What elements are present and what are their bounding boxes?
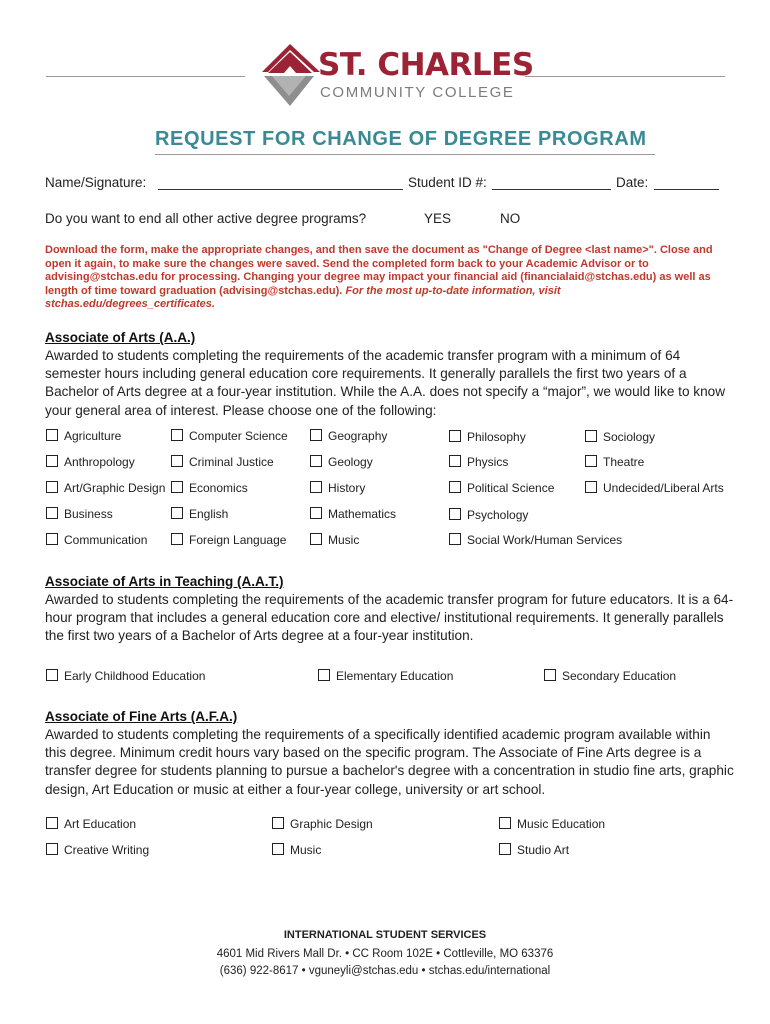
aa-option-music[interactable]: Music <box>310 533 359 547</box>
aat-option-early-childhood[interactable]: Early Childhood Education <box>46 669 205 683</box>
checkbox-icon[interactable] <box>171 507 183 519</box>
afa-option-art-education[interactable]: Art Education <box>46 817 136 831</box>
no-option[interactable]: NO <box>500 211 521 226</box>
yes-option[interactable]: YES <box>424 211 452 226</box>
checkbox-icon[interactable] <box>318 669 330 681</box>
aa-section-title: Associate of Arts (A.A.) <box>45 330 196 345</box>
checkbox-icon[interactable] <box>585 481 597 493</box>
student-id-field[interactable] <box>492 189 611 190</box>
header-rule-left <box>46 76 245 77</box>
end-programs-question: Do you want to end all other active degree programs? <box>45 211 367 226</box>
aa-option-philosophy[interactable]: Philosophy <box>449 430 526 444</box>
checkbox-icon[interactable] <box>46 481 58 493</box>
aa-option-art-graphic-design[interactable]: Art/Graphic Design <box>46 481 165 495</box>
checkbox-icon[interactable] <box>499 843 511 855</box>
name-signature-field[interactable] <box>158 189 403 190</box>
checkbox-icon[interactable] <box>310 429 322 441</box>
checkbox-icon[interactable] <box>46 507 58 519</box>
checkbox-icon[interactable] <box>499 817 511 829</box>
student-id-label: Student ID #: <box>408 175 487 190</box>
checkbox-icon[interactable] <box>585 430 597 442</box>
aa-option-undecided-liberal-arts[interactable]: Undecided/Liberal Arts <box>585 481 724 495</box>
aa-option-economics[interactable]: Economics <box>171 481 248 495</box>
checkbox-icon[interactable] <box>310 507 322 519</box>
instructions-notice <box>45 244 730 312</box>
aa-option-english[interactable]: English <box>171 507 228 521</box>
afa-option-studio-art[interactable]: Studio Art <box>499 843 569 857</box>
aa-option-geology[interactable]: Geology <box>310 455 373 469</box>
aa-option-psychology[interactable]: Psychology <box>449 508 528 522</box>
college-logo <box>258 44 534 108</box>
checkbox-icon[interactable] <box>585 455 597 467</box>
aat-description: Awarded to students completing the requirements of the academic transfer program for future educators. It is a 64- hour program that includes a general education core and elective/ institutional requirements. It generally parallels the first two years of a Bachelor of Arts degree at a four-year institution. <box>45 592 734 644</box>
afa-option-creative-writing[interactable]: Creative Writing <box>46 843 149 857</box>
aa-option-computer-science[interactable]: Computer Science <box>171 429 288 443</box>
aa-option-political-science[interactable]: Political Science <box>449 481 554 495</box>
afa-option-graphic-design[interactable]: Graphic Design <box>272 817 373 831</box>
footer-address: 4601 Mid Rivers Mall Dr. • CC Room 102E • Cottleville, MO 63376 <box>216 948 554 960</box>
aa-option-sociology[interactable]: Sociology <box>585 430 655 444</box>
header-rule-right <box>525 76 725 77</box>
checkbox-icon[interactable] <box>272 843 284 855</box>
aat-option-secondary[interactable]: Secondary Education <box>544 669 676 683</box>
afa-description: Awarded to students completing the requirements of a specifically identified academic program available within this degree. Minimum credit hours vary based on the specific program. The Associate of Fine Arts degree is a transfer degree for students planning to pursue a bachelor's degree with a concentration in studio fine arts, graphic design, Art Education or music at either a four-year college, university or art school. <box>45 727 734 797</box>
aa-option-geography[interactable]: Geography <box>310 429 387 443</box>
logo-subtitle: COMMUNITY COLLEGE <box>320 84 515 101</box>
instructions-italic: For the most up-to-date information, visit stchas.edu/degrees_certificates. <box>45 284 561 311</box>
checkbox-icon[interactable] <box>544 669 556 681</box>
afa-option-music-education[interactable]: Music Education <box>499 817 605 831</box>
checkbox-icon[interactable] <box>171 429 183 441</box>
afa-section-title: Associate of Fine Arts (A.F.A.) <box>45 709 238 724</box>
checkbox-icon[interactable] <box>449 508 461 520</box>
aa-option-theatre[interactable]: Theatre <box>585 455 644 469</box>
aa-option-mathematics[interactable]: Mathematics <box>310 507 396 521</box>
checkbox-icon[interactable] <box>272 817 284 829</box>
checkbox-icon[interactable] <box>46 669 58 681</box>
checkbox-icon[interactable] <box>310 533 322 545</box>
checkbox-icon[interactable] <box>449 533 461 545</box>
footer-heading: INTERNATIONAL STUDENT SERVICES <box>283 929 487 941</box>
checkbox-icon[interactable] <box>46 455 58 467</box>
aat-section-title: Associate of Arts in Teaching (A.A.T.) <box>45 574 284 589</box>
checkbox-icon[interactable] <box>449 455 461 467</box>
checkbox-icon[interactable] <box>171 533 183 545</box>
date-field[interactable] <box>654 189 719 190</box>
checkbox-icon[interactable] <box>310 455 322 467</box>
checkbox-icon[interactable] <box>310 481 322 493</box>
aa-option-communication[interactable]: Communication <box>46 533 147 547</box>
aa-option-business[interactable]: Business <box>46 507 113 521</box>
aa-option-foreign-language[interactable]: Foreign Language <box>171 533 286 547</box>
checkbox-icon[interactable] <box>46 843 58 855</box>
checkbox-icon[interactable] <box>449 430 461 442</box>
instructions-text: Download the form, make the appropriate changes, and then save the document as "Change of Degree <last name>". Close and open it again, to make sure the changes were saved. Send the completed form back to your Academic Advisor or to advising@stchas.edu for processing. Changing your degree may impact your financial aid (financialaid@stchas.edu) as well as length of time toward graduation (advising@stchas.edu). <box>45 244 713 297</box>
aa-description: Awarded to students completing the requirements of the academic transfer program with a minimum of 64 semester hours including general education core requirements. It generally parallels the first two years of a Bachelor of Arts degree at a four-year institution. While the A.A. does not specify a “major”, we would like to know your general area of interest. Please choose one of the following: <box>45 348 726 418</box>
checkbox-icon[interactable] <box>46 533 58 545</box>
aa-option-social-work[interactable]: Social Work/Human Services <box>449 533 622 547</box>
aat-option-elementary[interactable]: Elementary Education <box>318 669 453 683</box>
logo-wordmark: ST. CHARLES <box>318 47 534 83</box>
aa-option-criminal-justice[interactable]: Criminal Justice <box>171 455 274 469</box>
logo-mark-icon <box>258 44 320 108</box>
footer-contact: (636) 922-8617 • vguneyli@stchas.edu • stchas.edu/international <box>219 965 551 977</box>
checkbox-icon[interactable] <box>171 455 183 467</box>
aa-option-agriculture[interactable]: Agriculture <box>46 429 121 443</box>
checkbox-icon[interactable] <box>46 817 58 829</box>
name-signature-label: Name/Signature: <box>45 175 147 190</box>
date-label: Date: <box>616 175 649 190</box>
checkbox-icon[interactable] <box>449 481 461 493</box>
afa-option-music[interactable]: Music <box>272 843 321 857</box>
checkbox-icon[interactable] <box>46 429 58 441</box>
aa-option-anthropology[interactable]: Anthropology <box>46 455 135 469</box>
aa-option-history[interactable]: History <box>310 481 365 495</box>
checkbox-icon[interactable] <box>171 481 183 493</box>
page-title: REQUEST FOR CHANGE OF DEGREE PROGRAM <box>155 128 655 155</box>
aa-option-physics[interactable]: Physics <box>449 455 508 469</box>
